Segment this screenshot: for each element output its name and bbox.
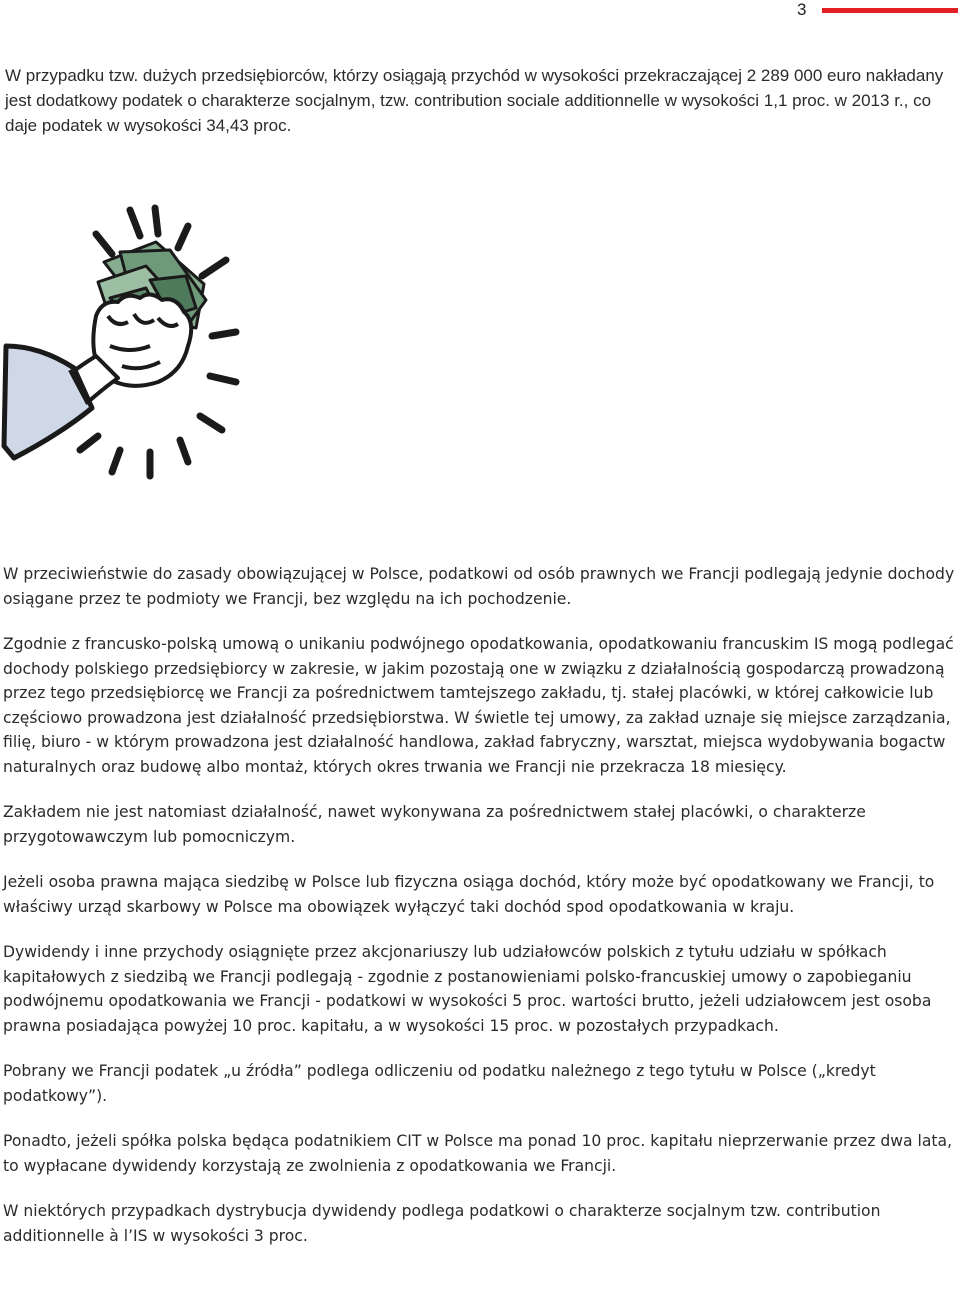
paragraph-exemption-method: Jeżeli osoba prawna mająca siedzibę w Polsce lub fizyczna osiąga dochód, który może być opodatkowany we Francji, to właściwy urząd skarbowy w Polsce ma obowiązek wyłączyć taki dochód spod opodatkowania w kraju. bbox=[3, 873, 935, 916]
article-body bbox=[3, 562, 957, 1269]
paragraph-tax-credit: Pobrany we Francji podatek „u źródła” podlega odliczeniu od podatku należnego z tego tytułu w Polsce („kredyt podatkowy”). bbox=[3, 1062, 876, 1105]
header-accent-rule bbox=[822, 8, 958, 13]
paragraph-dividends: Dywidendy i inne przychody osiągnięte przez akcjonariuszy lub udziałowców polskich z tytułu udziału w spółkach kapitałowych z siedzibą we Francji podlegają - zgodnie z postanowieniami polsko-francuskiej umowy o zapobieganiu podwójnemu opodatkowania we Francji - podatkowi w wysokości 5 proc. wartości brutto, jeżeli udziałowcem jest osoba prawna posiadająca powyżej 10 proc. kapitału, a w wysokości 15 proc. w pozostałych przypadkach. bbox=[3, 943, 932, 1035]
page-number: 3 bbox=[797, 0, 807, 19]
paragraph-tax-treaty: Zgodnie z francusko-polską umową o unikaniu podwójnego opodatkowania, opodatkowaniu francuskim IS mogą podlegać dochody polskiego przedsiębiorcy w zakresie, w jakim pozostają one w związku z działalnością gospodarczą prowadzoną przez tego przedsiębiorcę we Francji za pośrednictwem tamtejszego zakładu, tj. stałej placówki, w której całkowicie lub częściowo prowadzona jest działalność przedsiębiorstwa. W świetle tej umowy, za zakład uznaje się miejsce zarządzania, filię, biuro - w którym prowadzona jest działalność handlowa, zakład fabryczny, warsztat, miejsca wydobywania bogactw naturalnych oraz budowę albo montaż, których okres trwania we Francji nie przekracza 18 miesięcy. bbox=[3, 635, 954, 776]
illustration bbox=[0, 196, 270, 496]
hand-clutching-money-icon bbox=[0, 196, 270, 496]
paragraph-dividend-exemption: Ponadto, jeżeli spółka polska będąca podatnikiem CIT w Polsce ma ponad 10 proc. kapitału nieprzerwanie przez dwa lata, to wypłacane dywidendy korzystają ze zwolnienia z opodatkowania we Francji. bbox=[3, 1132, 953, 1175]
intro-paragraph: W przypadku tzw. dużych przedsiębiorców, którzy osiągają przychód w wysokości przekraczającej 2 289 000 euro nakładany jest dodatkowy podatek o charakterze socjalnym, tzw. contribution sociale additionnelle w wysokości 1,1 proc. w 2013 r., co daje podatek w wysokości 34,43 proc. bbox=[5, 66, 944, 135]
paragraph-preparatory-activity: Zakładem nie jest natomiast działalność, nawet wykonywana za pośrednictwem stałej placówki, o charakterze przygotowawczym lub pomocniczym. bbox=[3, 803, 866, 846]
paragraph-territoriality: W przeciwieństwie do zasady obowiązującej w Polsce, podatkowi od osób prawnych we Francji podlegają jedynie dochody osiągane przez te podmioty we Francji, bez względu na ich pochodzenie. bbox=[3, 565, 955, 608]
paragraph-contribution-additionnelle: W niektórych przypadkach dystrybucja dywidendy podlega podatkowi o charakterze socjalnym tzw. contribution additionnelle à l’IS w wysokości 3 proc. bbox=[3, 1202, 881, 1245]
